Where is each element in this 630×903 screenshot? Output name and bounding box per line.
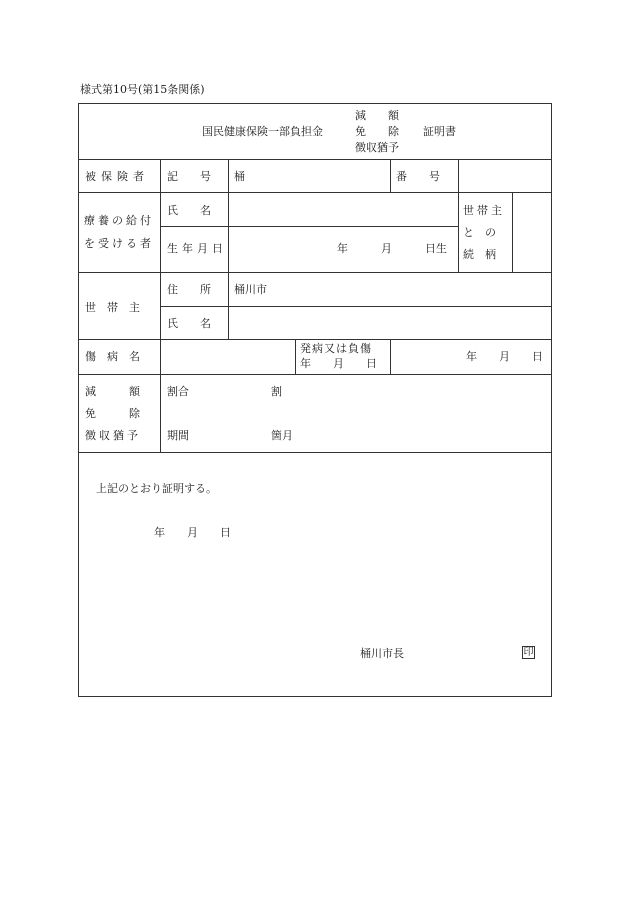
recipient-name-label: 氏 名 xyxy=(167,204,211,217)
onset-label-line2: 年 月 日 xyxy=(300,357,377,370)
divider xyxy=(160,159,161,452)
divider xyxy=(390,159,391,192)
divider xyxy=(295,339,296,374)
recipient-dob-label: 生年月日 xyxy=(167,242,227,255)
illness-label: 傷 病 名 xyxy=(85,350,140,363)
divider xyxy=(228,159,229,339)
householder-name-label: 氏 名 xyxy=(167,317,211,330)
divider xyxy=(458,159,459,272)
ratio-unit: 割 xyxy=(271,385,282,398)
divider xyxy=(78,374,552,375)
householder-label: 世 帯 主 xyxy=(85,301,140,314)
recipient-label-line2: を受ける者 xyxy=(84,237,154,250)
relation-line3: 続 柄 xyxy=(463,248,496,261)
certification-date: 年 月 日 xyxy=(154,526,231,539)
reduction-label3: 徴収猶予 xyxy=(85,429,141,442)
reduction-label1: 減 額 xyxy=(85,385,140,398)
title-option-exemption: 免 除 xyxy=(355,125,399,138)
period-label: 期間 xyxy=(167,429,189,442)
divider xyxy=(390,339,391,374)
bangou-label: 番 号 xyxy=(396,170,440,183)
seal-stamp: 印 xyxy=(523,647,534,658)
ratio-label: 割合 xyxy=(167,385,189,398)
title-main: 国民健康保険一部負担金 xyxy=(202,125,323,138)
recipient-label-line1: 療養の給付 xyxy=(84,214,154,227)
relation-line1: 世帯主 xyxy=(463,204,505,217)
form-number: 様式第10号(第15条関係) xyxy=(80,83,205,96)
divider xyxy=(78,452,552,453)
certification-statement: 上記のとおり証明する。 xyxy=(96,482,217,495)
insured-label: 被保険者 xyxy=(85,170,149,183)
divider xyxy=(78,159,552,160)
relation-line2: と の xyxy=(463,226,496,239)
kigou-label: 記 号 xyxy=(167,170,211,183)
divider xyxy=(512,192,513,272)
divider xyxy=(160,226,458,227)
onset-label-line1: 発病又は負傷 xyxy=(300,342,372,355)
onset-date-format: 年 月 日 xyxy=(466,350,543,363)
divider xyxy=(78,339,552,340)
divider xyxy=(160,306,552,307)
title-option-deferral: 徴収猶予 xyxy=(355,141,399,154)
householder-address-label: 住 所 xyxy=(167,283,211,296)
reduction-label2: 免 除 xyxy=(85,407,140,420)
divider xyxy=(78,272,552,273)
householder-address-value: 桶川市 xyxy=(234,283,267,296)
title-option-reduction: 減 額 xyxy=(355,109,399,122)
kigou-value: 桶 xyxy=(234,170,245,183)
title-suffix: 証明書 xyxy=(423,125,456,138)
divider xyxy=(78,192,552,193)
recipient-dob-format: 年 月 日生 xyxy=(337,242,447,255)
period-unit: 箇月 xyxy=(271,429,293,442)
issuer-name: 桶川市長 xyxy=(360,647,404,660)
